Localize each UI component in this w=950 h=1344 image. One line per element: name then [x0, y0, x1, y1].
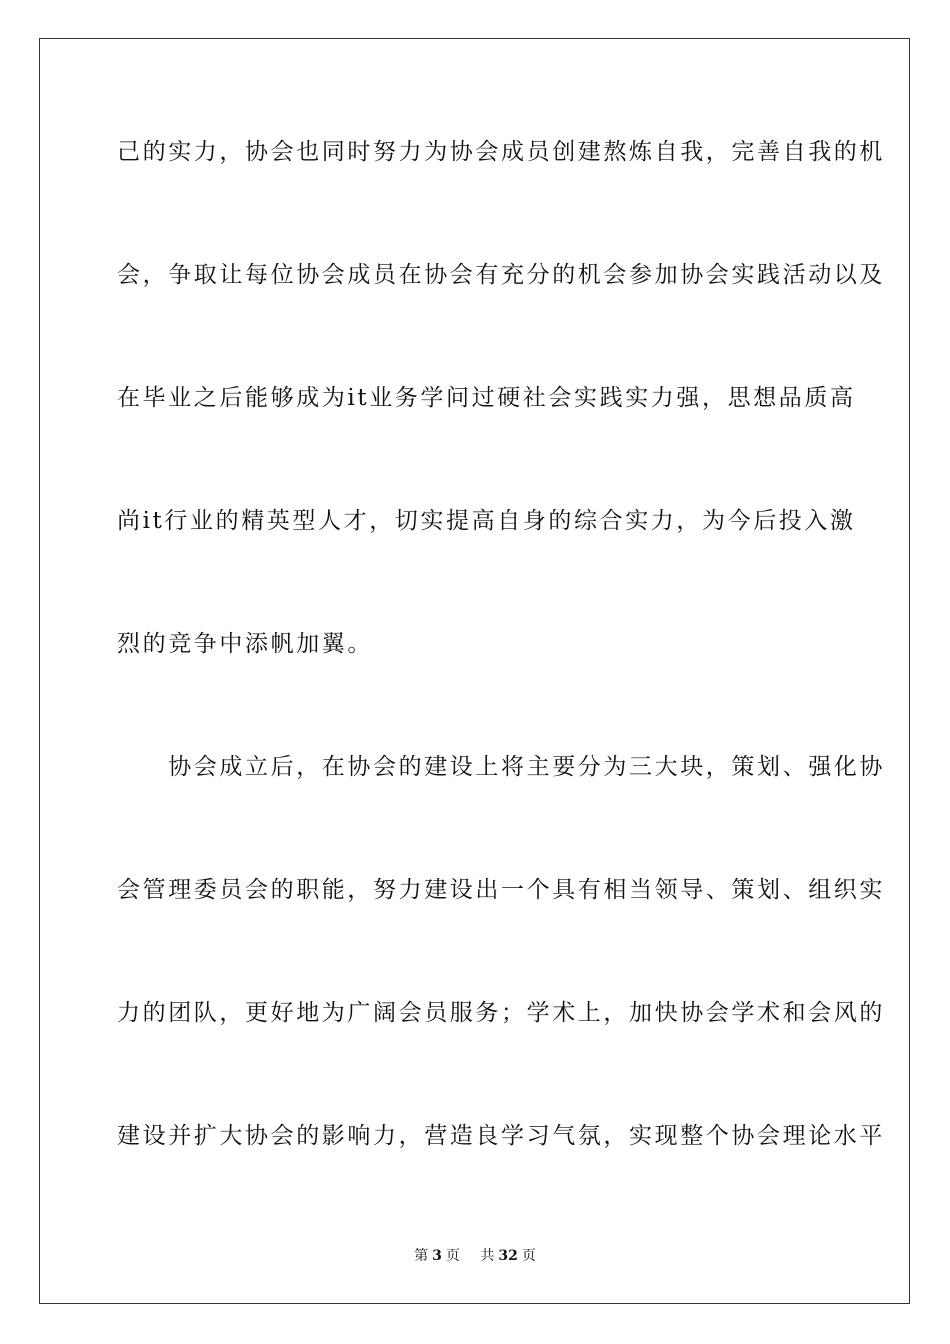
- body-text-line: 协会成立后，在协会的建设上将主要分为三大块，策划、强化协: [117, 754, 885, 780]
- page-border: [39, 38, 910, 1304]
- body-text-line: 己的实力，协会也同时努力为协会成员创建熬炼自我，完善自我的机: [117, 139, 885, 165]
- body-text-line: 在毕业之后能够成为it业务学问过硬社会实践实力强，思想品质高: [117, 385, 856, 411]
- body-text-line: 力的团队，更好地为广阔会员服务；学术上，加快协会学术和会风的: [117, 1000, 885, 1026]
- body-text-line: 尚it行业的精英型人才，切实提高自身的综合实力，为今后投入激: [117, 508, 856, 534]
- body-text-line: 会管理委员会的职能，努力建设出一个具有相当领导、策划、组织实: [117, 877, 885, 903]
- page-footer: [0, 1246, 950, 1266]
- body-text-line: 建设并扩大协会的影响力，营造良学习气氛，实现整个协会理论水平: [117, 1123, 885, 1149]
- body-text-line: 会，争取让每位协会成员在协会有充分的机会参加协会实践活动以及: [117, 262, 885, 288]
- body-text-line: 烈的竞争中添帆加翼。: [117, 631, 373, 657]
- page-indicator: 第 3 页: [414, 1248, 460, 1264]
- total-pages-indicator: 共 32 页: [480, 1248, 536, 1264]
